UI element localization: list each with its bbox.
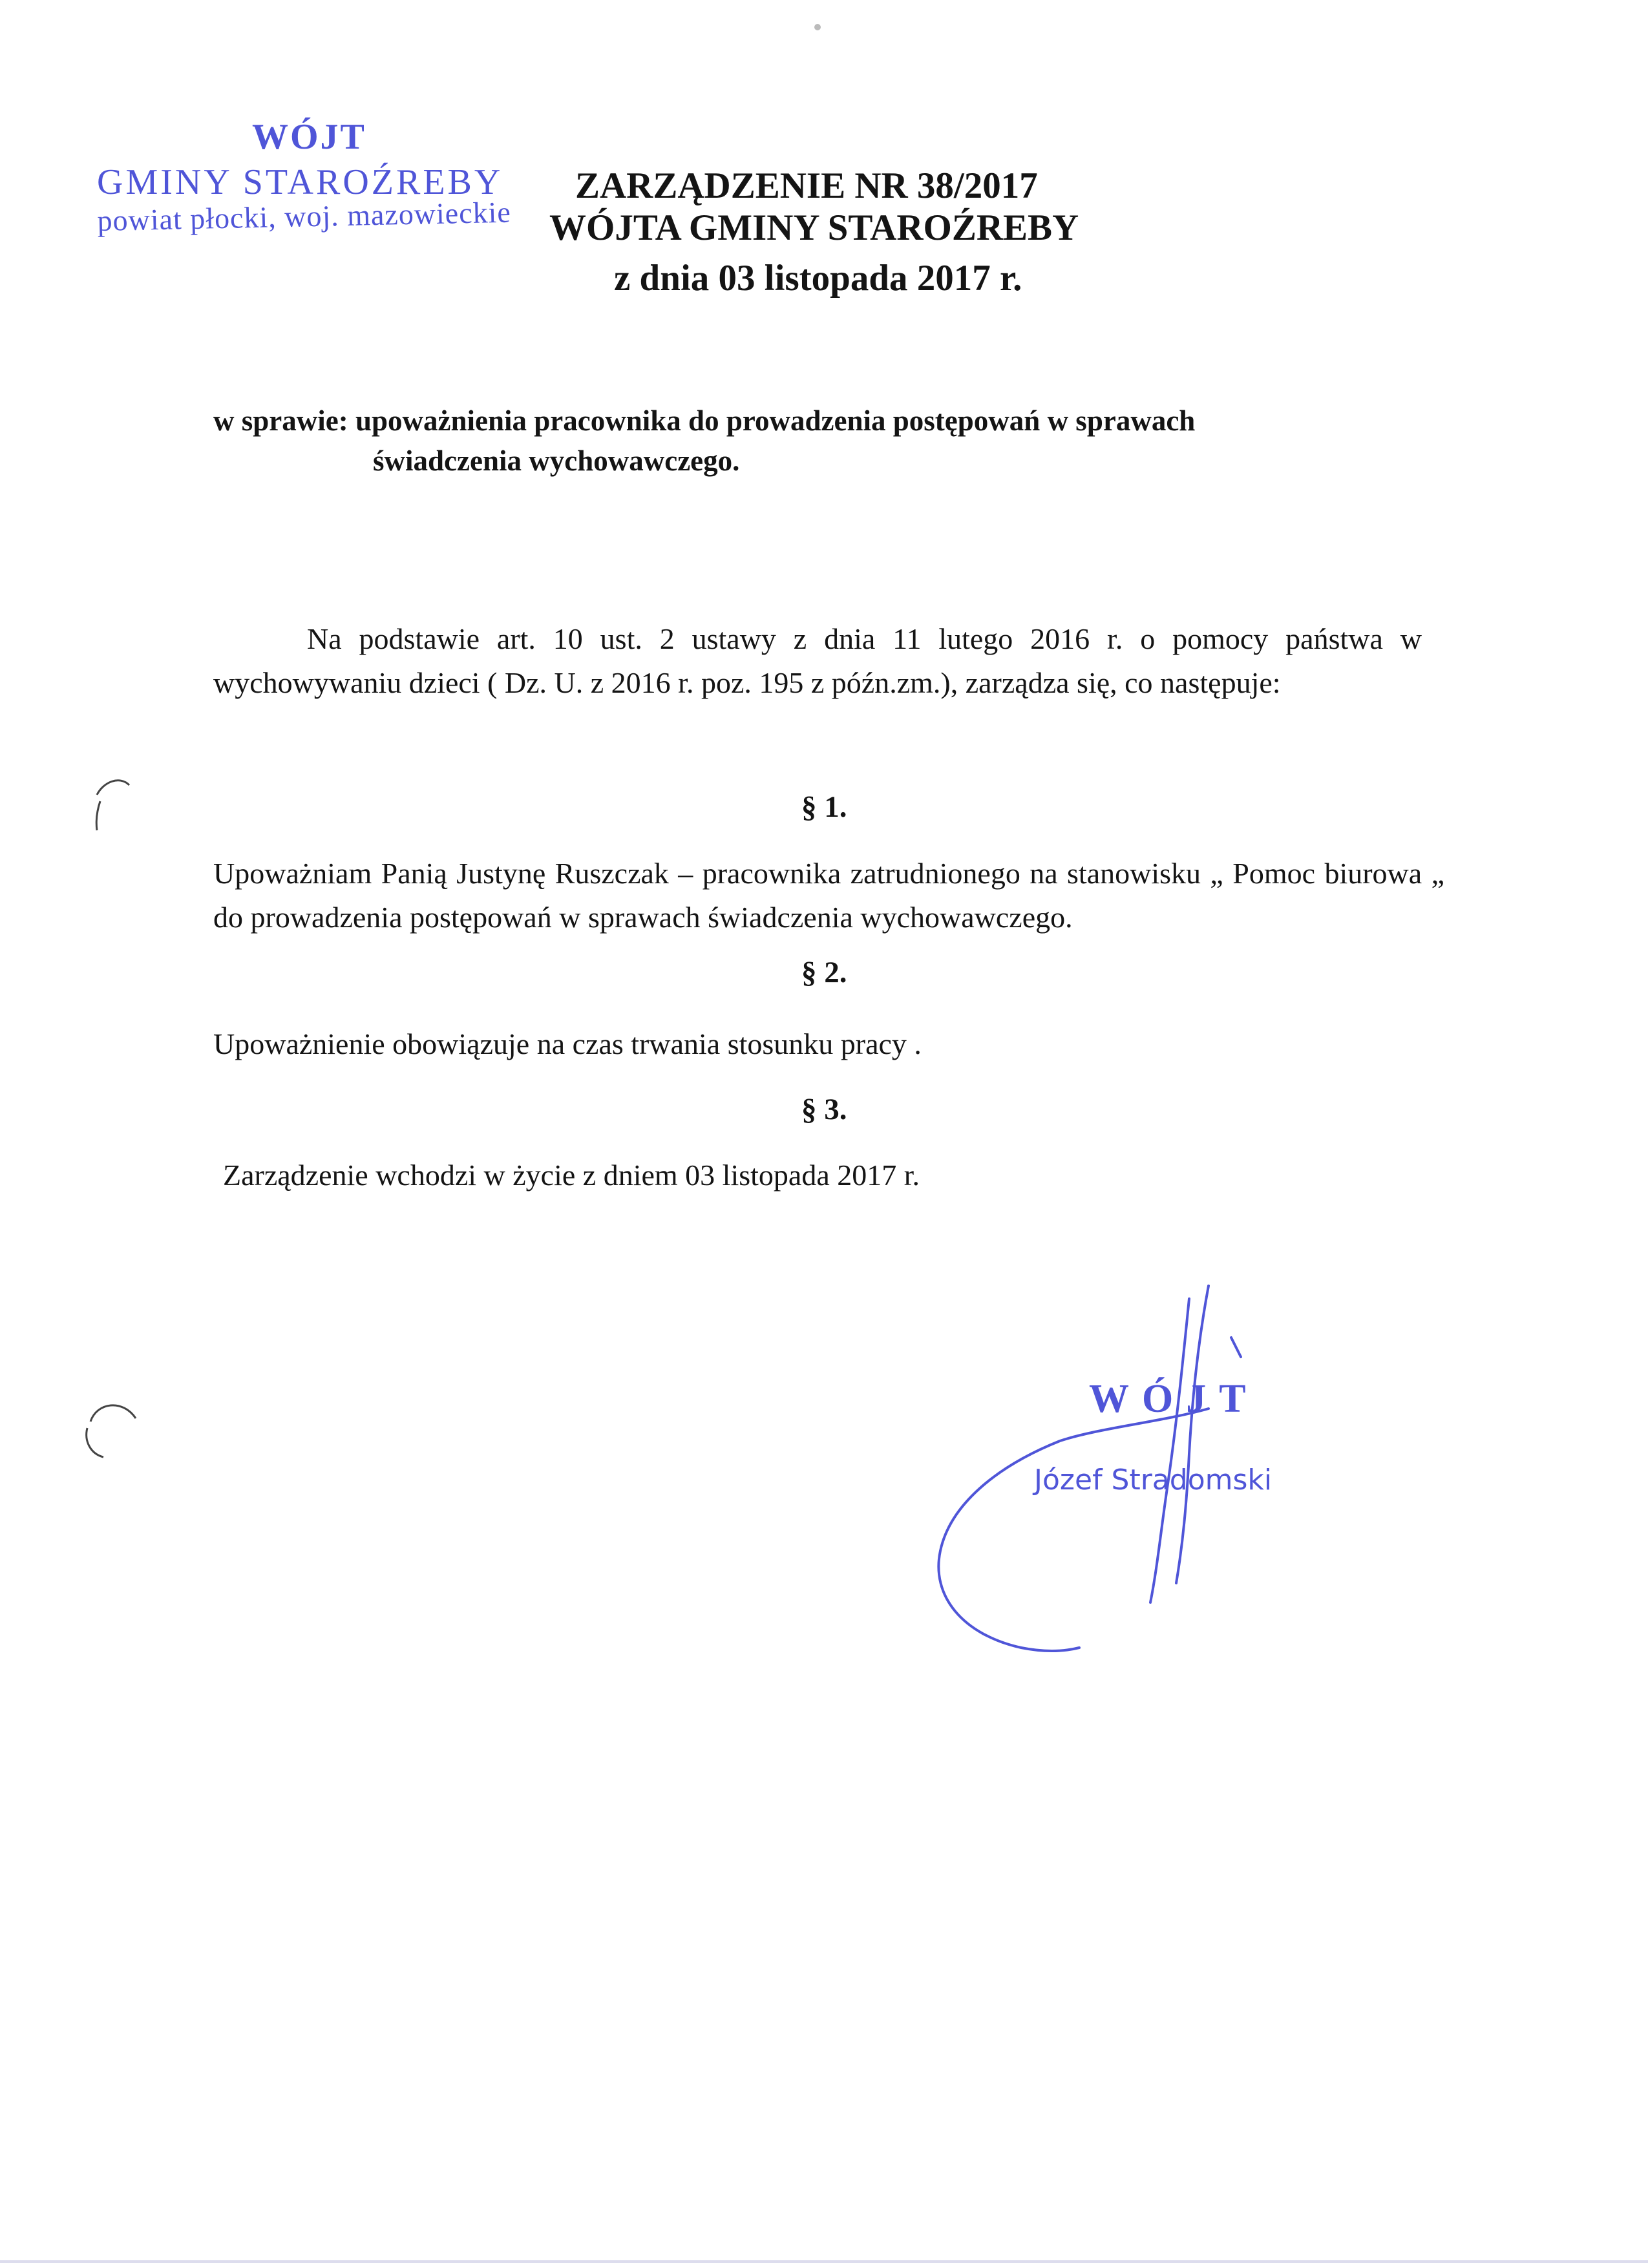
paragraph-text-2: Upoważnienie obowiązuje na czas trwania stosunku pracy . (213, 1027, 922, 1060)
document-date: z dnia 03 listopada 2017 r. (614, 258, 1022, 299)
document-title: ZARZĄDZENIE NR 38/2017 (575, 165, 1038, 206)
punch-hole-mark-bottom (90, 1405, 136, 1422)
signature-stamp-name: Józef Stradomski (1034, 1464, 1273, 1496)
document-issuer: WÓJTA GMINY STAROŹREBY (549, 207, 1079, 248)
paragraph-mark-3: § 3. (801, 1093, 847, 1126)
paragraph-text-3: Zarządzenie wchodzi w życie z dniem 03 listopada 2017 r. (223, 1159, 920, 1192)
document-subject (213, 401, 1195, 481)
paragraph-mark-1: § 1. (801, 790, 847, 824)
legal-basis-text: Na podstawie art. 10 ust. 2 ustawy z dnia 11 lutego 2016 r. o pomocy państwa w wychowywaniu dzieci ( Dz. U. z 2016 r. poz. 195 z późn.zm.), zarządza się, co następuje: (213, 622, 1422, 699)
stamp-address: powiat płocki, woj. mazowieckie (97, 195, 512, 237)
stamp-office-name: GMINY STAROŹREBY (97, 162, 503, 202)
paragraph-mark-2: § 2. (801, 956, 847, 989)
punch-hole-mark-top (97, 781, 129, 795)
subject-line-1: w sprawie: upoważnienia pracownika do prowadzenia postępowań w sprawach (213, 404, 1196, 437)
stamp-title: WÓJT (252, 117, 366, 157)
paragraph-text-1: Upoważniam Panią Justynę Ruszczak – pracownika zatrudnionego na stanowisku „ Pomoc biurowa „ do prowadzenia postępowań w sprawach świadczenia wychowawczego. (213, 857, 1444, 934)
signature-stamp-title: WÓJT (1089, 1377, 1259, 1421)
handwritten-signature (905, 1260, 1357, 1680)
subject-line-2: świadczenia wychowawczego. (373, 445, 740, 477)
